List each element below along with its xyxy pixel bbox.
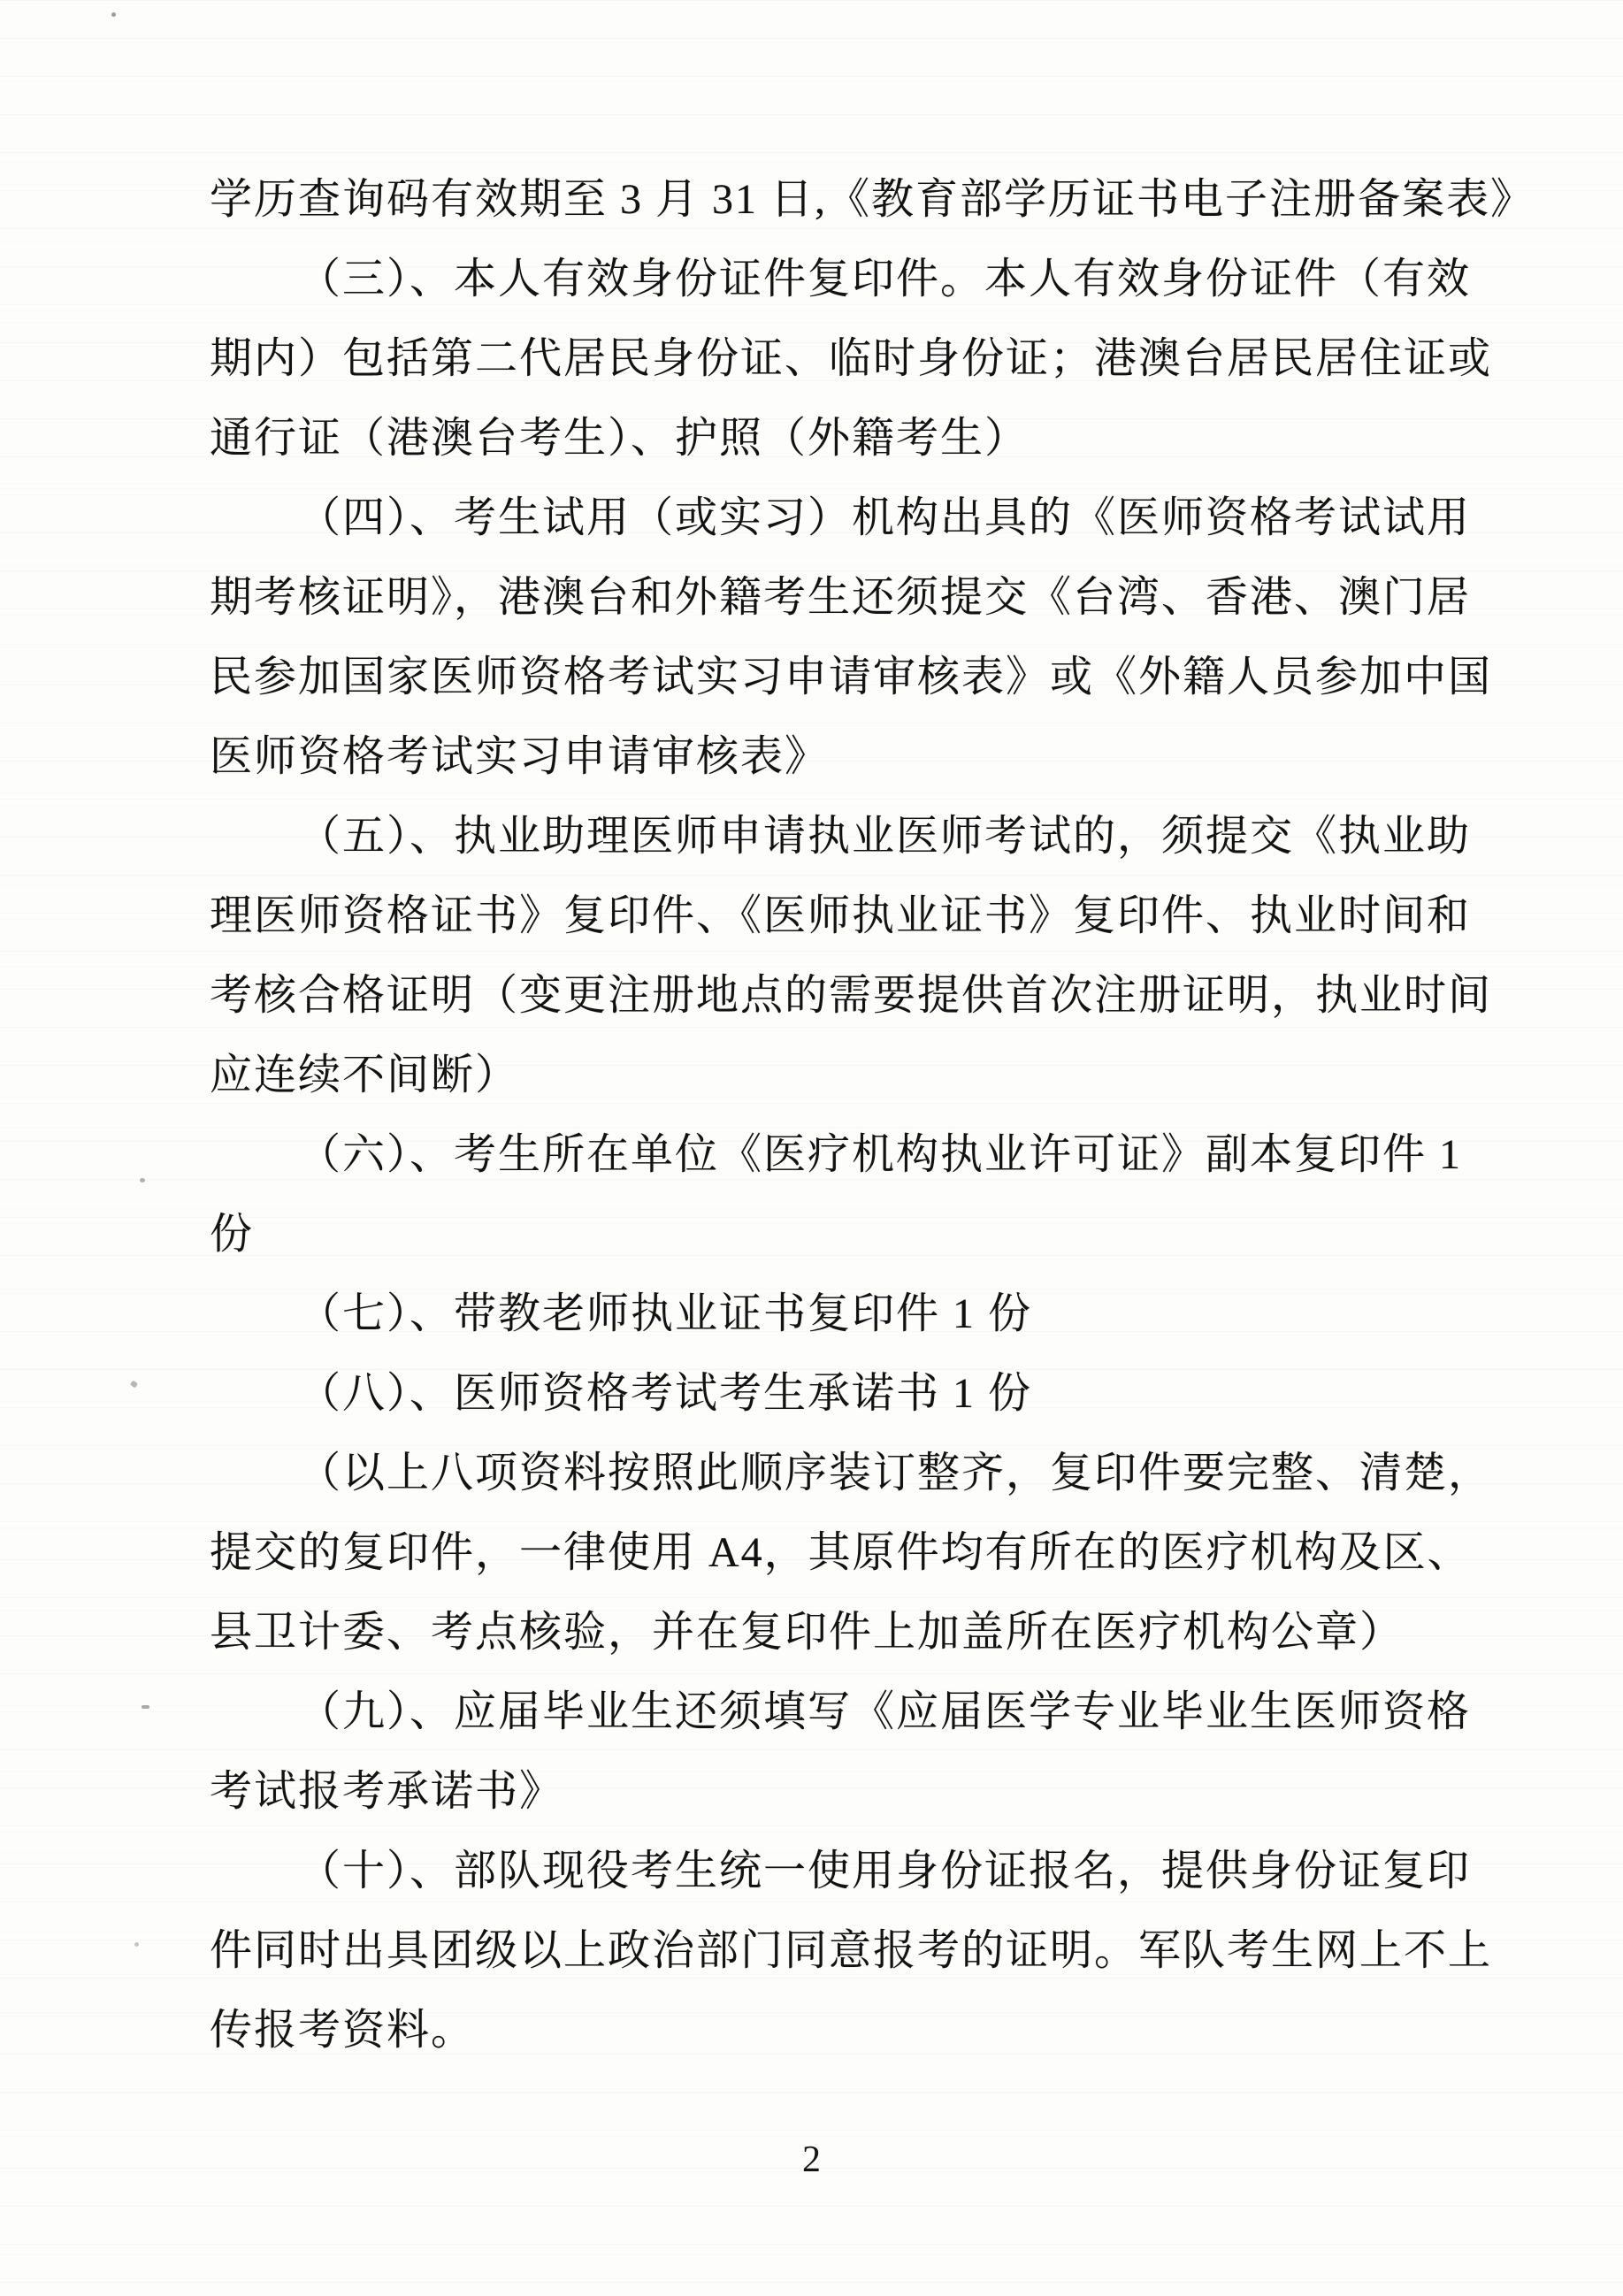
document-line: 理医师资格证书》复印件、《医师执业证书》复印件、执业时间和 xyxy=(210,892,1472,939)
document-line: 县卫计委、考点核验，并在复印件上加盖所在医疗机构公章） xyxy=(210,1609,1405,1656)
document-text-column xyxy=(210,0,1535,2296)
document-line: （五）、执业助理医师申请执业医师考试的，须提交《执业助 xyxy=(298,813,1472,860)
document-line: （九）、应届毕业生还须填写《应届医学专业毕业生医师资格 xyxy=(298,1688,1472,1735)
scan-artifact-dot xyxy=(140,1178,145,1182)
document-line: （三）、本人有效身份证件复印件。本人有效身份证件（有效 xyxy=(298,256,1472,302)
document-line: （十）、部队现役考生统一使用身份证报名，提供身份证复印 xyxy=(298,1848,1472,1894)
document-line: 考核合格证明（变更注册地点的需要提供首次注册证明，执业时间 xyxy=(210,972,1493,1019)
document-line: 应连续不间断） xyxy=(210,1052,520,1098)
scan-artifact-dot xyxy=(134,1942,139,1947)
document-line: 考试报考承诺书》 xyxy=(210,1768,564,1815)
document-line: 提交的复印件，一律使用 A4，其原件均有所在的医疗机构及区、 xyxy=(210,1529,1472,1576)
document-line: （八）、医师资格考试考生承诺书 1 份 xyxy=(298,1370,1033,1417)
document-line: 期考核证明》，港澳台和外籍考生还须提交《台湾、香港、澳门居 xyxy=(210,574,1472,621)
document-line: 通行证（港澳台考生）、护照（外籍考生） xyxy=(210,415,1030,462)
document-line: （以上八项资料按照此顺序装订整齐，复印件要完整、清楚， xyxy=(298,1450,1493,1496)
document-line: 件同时出具团级以上政治部门同意报考的证明。军队考生网上不上 xyxy=(210,1927,1493,1974)
document-line: 民参加国家医师资格考试实习申请审核表》或《外籍人员参加中国 xyxy=(210,654,1493,700)
document-line: （七）、带教老师执业证书复印件 1 份 xyxy=(298,1290,1033,1337)
scan-artifact-dot xyxy=(142,1705,149,1709)
page-number: 2 xyxy=(802,2139,821,2180)
scan-artifact-dot xyxy=(130,1381,138,1389)
document-line: 传报考资料。 xyxy=(210,2007,476,2054)
document-line: （四）、考生试用（或实习）机构出具的《医师资格考试试用 xyxy=(298,494,1472,541)
document-line: 医师资格考试实习申请审核表》 xyxy=(210,733,830,780)
scan-artifact-dot xyxy=(111,12,116,17)
document-line: 期内）包括第二代居民身份证、临时身份证；港澳台居民居住证或 xyxy=(210,335,1493,382)
document-line: 份 xyxy=(210,1211,255,1258)
document-line: （六）、考生所在单位《医疗机构执业许可证》副本复印件 1 xyxy=(298,1131,1463,1178)
document-line: 学历查询码有效期至 3 月 31 日,《教育部学历证书电子注册备案表》 xyxy=(210,176,1535,223)
